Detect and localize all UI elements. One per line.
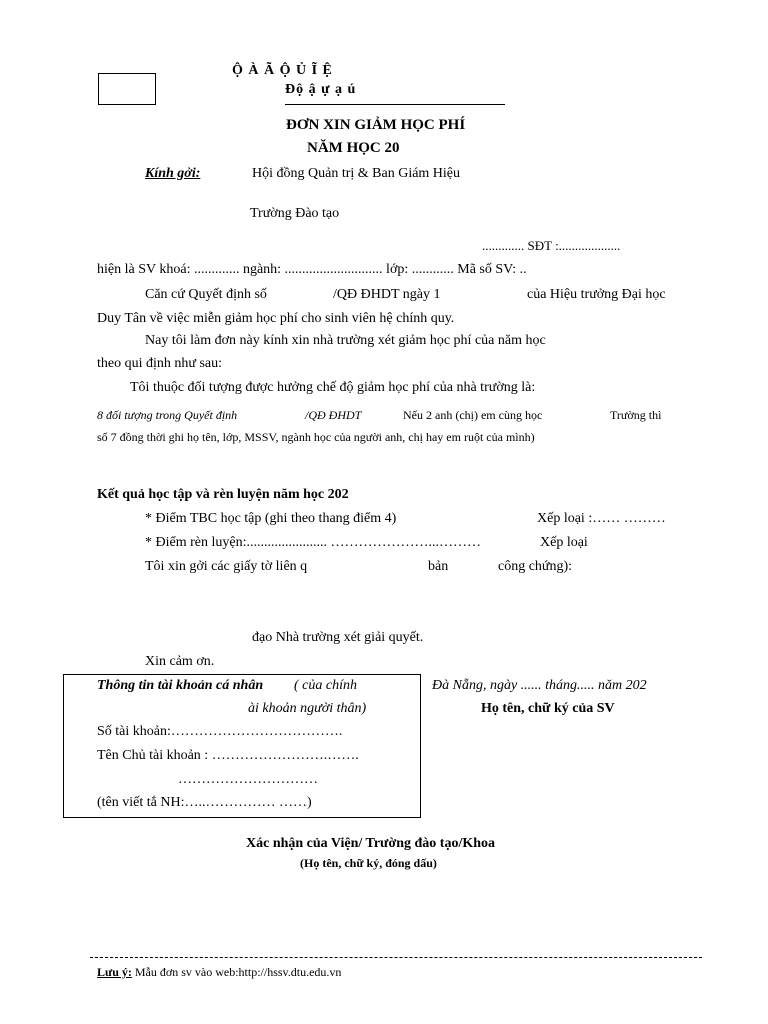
account-extra-line: ………………………… <box>178 772 318 787</box>
conduct-rank: Xếp loại <box>540 535 588 550</box>
account-title: Thông tin tài khoản cá nhân <box>97 678 264 693</box>
thanks-line: Xin cảm ơn. <box>145 654 215 669</box>
footer-text: Mẫu đơn sv vào web:http://hssv.dtu.edu.vn <box>131 965 342 979</box>
note-part-2: /QĐ ĐHDT <box>305 408 362 422</box>
basis-line-2: Duy Tân về việc miễn giảm học phí cho sinh viên hệ chính quy. <box>97 311 455 326</box>
recipient-1: Hội đồng Quản trị & Ban Giám Hiệu <box>252 166 461 181</box>
account-number-line: Số tài khoản:………………………………. <box>97 724 343 739</box>
signature-label: Họ tên, chữ ký của SV <box>481 701 615 716</box>
student-line: hiện là SV khoá: ............. ngành: ............................ lớp: ............ Mã số SV: .. <box>97 262 527 277</box>
request-line-2: theo qui định như sau: <box>97 356 223 371</box>
heading-rule <box>285 104 505 105</box>
account-title-note-2: ài khoản người thân) <box>248 701 367 716</box>
recipient-2: Trường Đào tạo <box>250 206 340 221</box>
header-line-2: Độ ậ ự ạ ú <box>285 82 357 97</box>
resolve-line: đạo Nhà trường xét giải quyết. <box>252 630 424 645</box>
note-part-1: 8 đối tượng trong Quyết định <box>97 408 238 422</box>
conduct-label: * Điểm rèn luyện:....................... …………………...……… <box>145 535 481 550</box>
photo-box <box>98 73 156 105</box>
confirmation-title: Xác nhận của Viện/ Trường đào tạo/Khoa <box>246 836 496 851</box>
basis-part-1: Căn cứ Quyết định số <box>145 287 267 302</box>
basis-part-3: của Hiệu trưởng Đại học <box>527 287 666 302</box>
docs-part-1: Tôi xin gởi các giấy tờ liên q <box>145 559 308 574</box>
basis-part-2: /QĐ ĐHDT ngày 1 <box>333 287 441 302</box>
account-bank-line: (tên viết tắ NH:…..…………… ……) <box>97 795 312 810</box>
salutation-label: Kính gởi: <box>145 166 201 181</box>
docs-part-2: bản <box>428 559 449 574</box>
footer-label: Lưu ý: <box>97 965 132 979</box>
account-title-note: ( của chính <box>294 678 357 693</box>
footer-divider <box>90 957 702 958</box>
date-line: Đà Nẵng, ngày ...... tháng..... năm 202 <box>432 678 647 693</box>
gpa-rank: Xếp loại :…… ……… <box>537 511 666 526</box>
form-title: ĐƠN XIN GIẢM HỌC PHÍ <box>286 117 466 133</box>
header-line-1: Ộ À Ã Ộ Ủ Ĩ Ệ <box>232 63 333 78</box>
category-line: Tôi thuộc đối tượng được hưởng chế độ giảm học phí của nhà trường là: <box>130 380 536 395</box>
note-part-3: Nếu 2 anh (chị) em cùng học <box>403 408 543 422</box>
phone-line: ............. SĐT :................... <box>482 238 621 253</box>
gpa-label: * Điểm TBC học tập (ghi theo thang điểm 4) <box>145 511 397 526</box>
note-line-2: số 7 đồng thời ghi họ tên, lớp, MSSV, ngành học của người anh, chị hay em ruột của mình) <box>97 430 535 444</box>
footer-note <box>97 965 341 980</box>
confirmation-subtitle: (Họ tên, chữ ký, đóng dấu) <box>300 856 437 870</box>
request-line-1: Nay tôi làm đơn này kính xin nhà trường xét giảm học phí của năm học <box>145 333 546 348</box>
results-heading: Kết quả học tập và rèn luyện năm học 202 <box>97 487 349 502</box>
account-owner-line: Tên Chủ tài khoản : …………………….……. <box>97 748 359 763</box>
note-part-4: Trường thì <box>610 408 662 422</box>
docs-part-3: công chứng): <box>498 559 573 574</box>
form-year: NĂM HỌC 20 <box>307 140 400 156</box>
